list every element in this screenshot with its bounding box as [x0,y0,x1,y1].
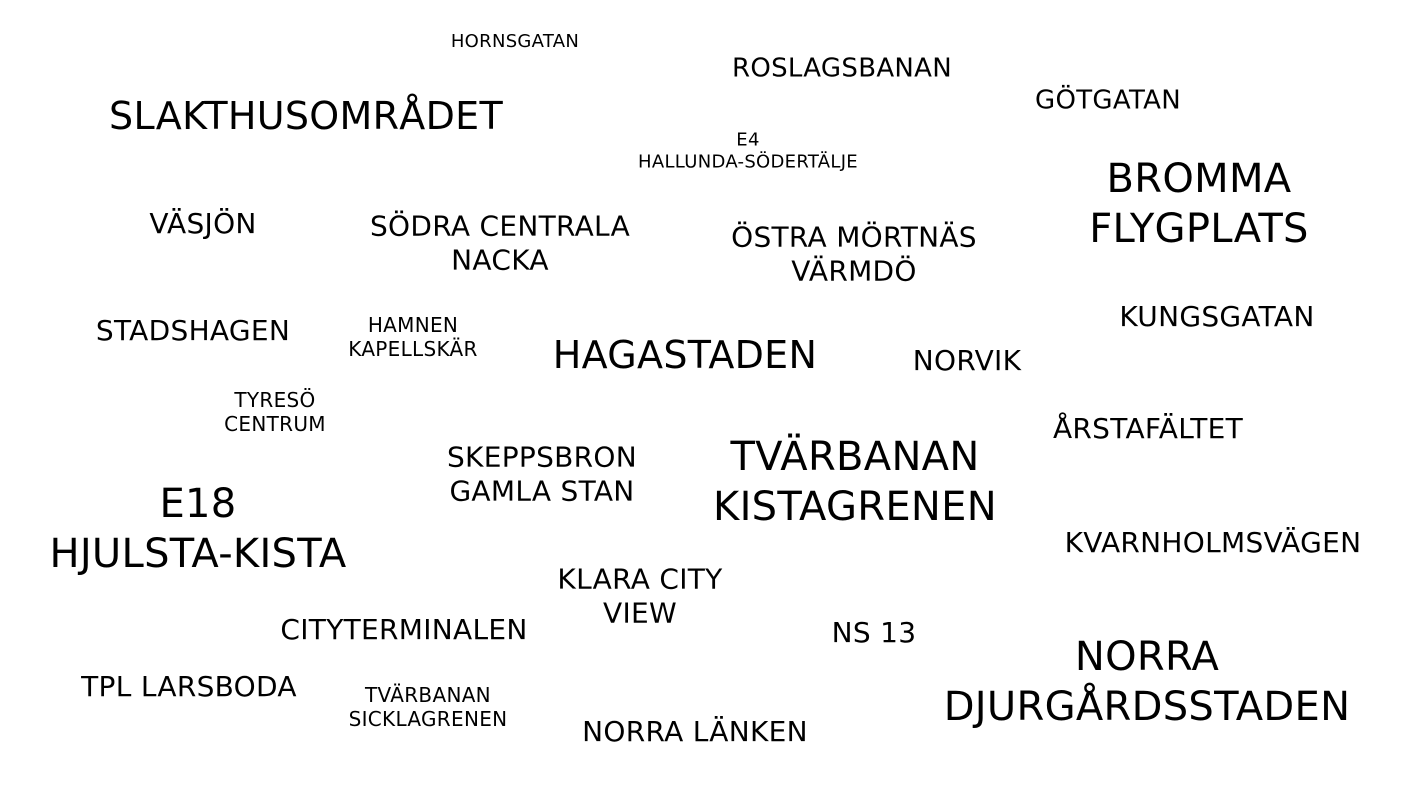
word-line: FLYGPLATS [1089,206,1309,252]
word-line: DJURGÅRDSSTADEN [943,684,1351,730]
word-ostra-mortnas-varmdo [731,220,977,287]
word-line: NORVIK [912,344,1022,378]
word-line: KUNGSGATAN [1119,300,1315,334]
word-line: KVARNHOLMSVÄGEN [1064,526,1362,560]
word-line: NORRA LÄNKEN [582,715,808,749]
word-hagastaden [553,333,817,379]
word-line: KAPELLSKÄR [348,337,478,361]
word-line: SICKLAGRENEN [348,707,508,731]
word-line: HAGASTADEN [552,333,818,378]
word-tvarbanan-sicklagrenen [349,683,508,731]
word-sodra-centrala-nacka [370,209,630,276]
word-ns-13 [832,616,917,650]
word-line: TVÄRBANAN [730,434,980,480]
word-line: GÖTGATAN [1035,85,1181,116]
word-line: ÖSTRA MÖRTNÄS [731,220,977,254]
word-bromma-flygplats [1089,154,1309,254]
word-arstafaltet [1053,412,1243,446]
word-line: HAMNEN [367,313,459,337]
word-line: TYRESÖ [234,388,316,412]
word-line: BROMMA [1106,156,1292,202]
word-e4-hallunda-sodertalje [638,129,858,172]
word-line: SKEPPSBRON [446,440,638,474]
word-line: KLARA CITY [557,562,723,596]
word-line: SÖDRA CENTRALA [369,209,631,243]
word-kungsgatan [1119,300,1314,334]
word-line: TPL LARSBODA [81,670,297,704]
word-cityterminalen [280,613,527,647]
word-line: NS 13 [831,616,917,650]
word-tvarbanan-kistagrenen [713,432,997,532]
word-line: HJULSTA-KISTA [49,531,347,577]
word-line: E18 [159,481,237,527]
word-line: VIEW [603,596,677,629]
word-norra-djurgardsstaden [944,632,1351,732]
word-gotgatan [1035,85,1181,116]
word-line: VÄRMDÖ [791,254,917,287]
word-hornsgatan [451,31,579,53]
word-line: E4 [736,129,760,151]
word-norvik [913,344,1021,378]
word-line: NACKA [451,243,549,276]
word-norra-lanken [582,715,808,749]
word-line: ÅRSTAFÄLTET [1052,412,1244,446]
word-tpl-larsboda [81,670,297,704]
word-line: HALLUNDA-SÖDERTÄLJE [638,151,858,172]
word-line: HORNSGATAN [450,31,580,53]
word-klara-city-view [557,562,722,629]
word-line: CENTRUM [224,412,326,436]
word-stadshagen [96,314,290,348]
word-line: ROSLAGSBANAN [731,53,953,84]
word-line: KISTAGRENEN [713,484,997,530]
word-hamnen-kapellskar [348,313,477,361]
word-line: NORRA [1074,634,1220,680]
word-vasjon [149,207,256,241]
word-tyreso-centrum [224,388,326,436]
word-skeppsbron-gamla-stan [447,440,637,507]
word-line: GAMLA STAN [449,474,635,507]
word-slakthusomradet [109,94,503,140]
word-kvarnholmsvagen [1065,526,1362,560]
word-line: STADSHAGEN [95,314,291,348]
word-line: VÄSJÖN [149,207,257,241]
word-roslagsbanan [732,53,952,84]
word-line: SLAKTHUSOMRÅDET [109,94,503,139]
word-line: TVÄRBANAN [365,683,491,707]
word-e18-hjulsta-kista [49,479,346,579]
word-line: CITYTERMINALEN [280,613,528,647]
